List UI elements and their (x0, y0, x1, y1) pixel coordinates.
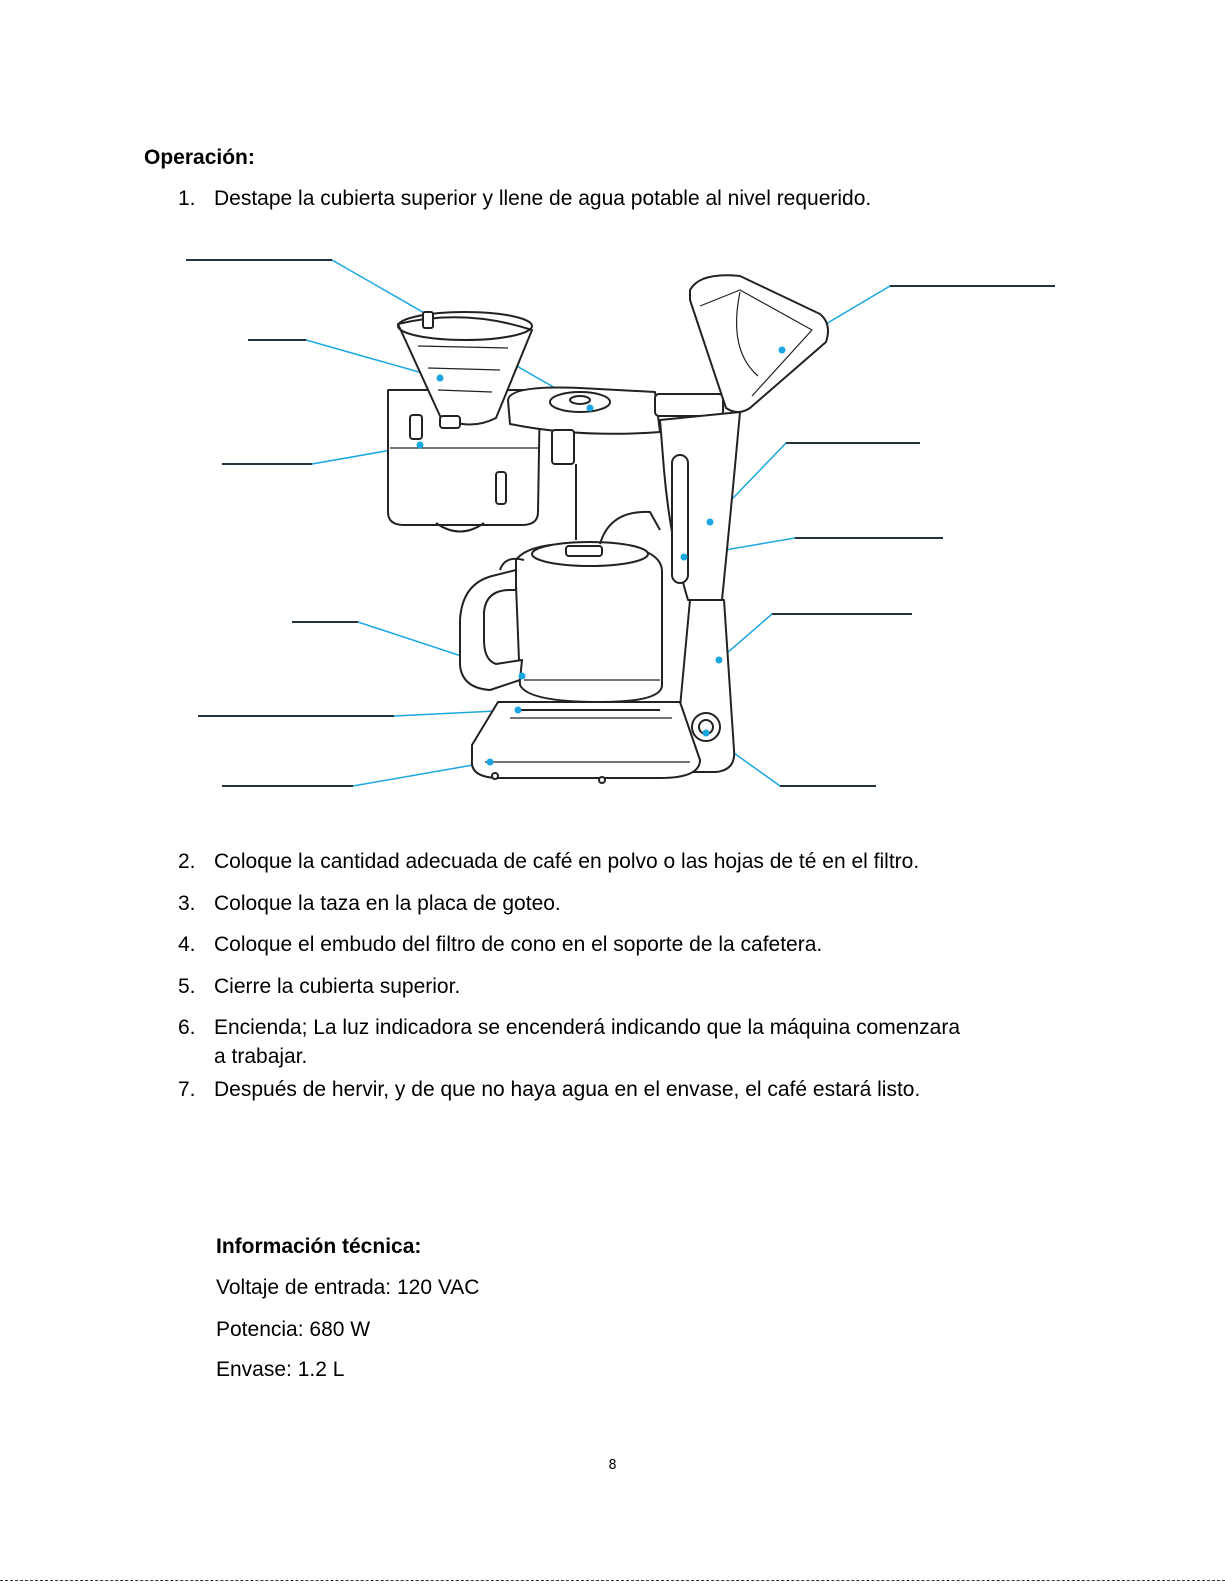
coffee-maker-diagram (0, 240, 1225, 810)
step-text: Coloque el embudo del filtro de cono en el soporte de la cafetera. (214, 933, 823, 956)
step-text: Después de hervir, y de que no haya agua en el envase, el café estará listo. (214, 1078, 921, 1101)
step-number: 5. (178, 975, 196, 998)
tech-info-title: Información técnica: (216, 1235, 422, 1258)
step-text: Encienda; La luz indicadora se encenderá indicando que la máquina comenzara (214, 1016, 961, 1039)
step-text: Cierre la cubierta superior. (214, 975, 461, 998)
step-number: 6. (178, 1016, 196, 1039)
step-text: Coloque la cantidad adecuada de café en polvo o las hojas de té en el filtro. (214, 850, 920, 873)
coffee-maker-drawing (388, 275, 828, 783)
tech-power: Potencia: 680 W (216, 1318, 371, 1341)
leader-line-body (719, 614, 912, 660)
step-text: Coloque la taza en la placa de goteo. (214, 892, 561, 915)
leader-line-base (222, 762, 490, 786)
tech-container: Envase: 1.2 L (216, 1358, 345, 1381)
leader-line-drip-plate (198, 710, 518, 716)
page-number: 8 (608, 1458, 617, 1473)
step-number: 2. (178, 850, 196, 873)
step-number: 4. (178, 933, 196, 956)
step-number: 1. (178, 187, 196, 210)
tech-voltage: Voltaje de entrada: 120 VAC (216, 1276, 480, 1299)
step-number: 3. (178, 892, 196, 915)
page-bottom-rule (0, 1580, 1225, 1581)
step-text: Destape la cubierta superior y llene de agua potable al nivel requerido. (214, 187, 872, 210)
leader-line-reservoir (710, 443, 920, 522)
step-text: a trabajar. (214, 1045, 308, 1068)
section-title: Operación: (144, 146, 255, 169)
step-number: 7. (178, 1078, 196, 1101)
